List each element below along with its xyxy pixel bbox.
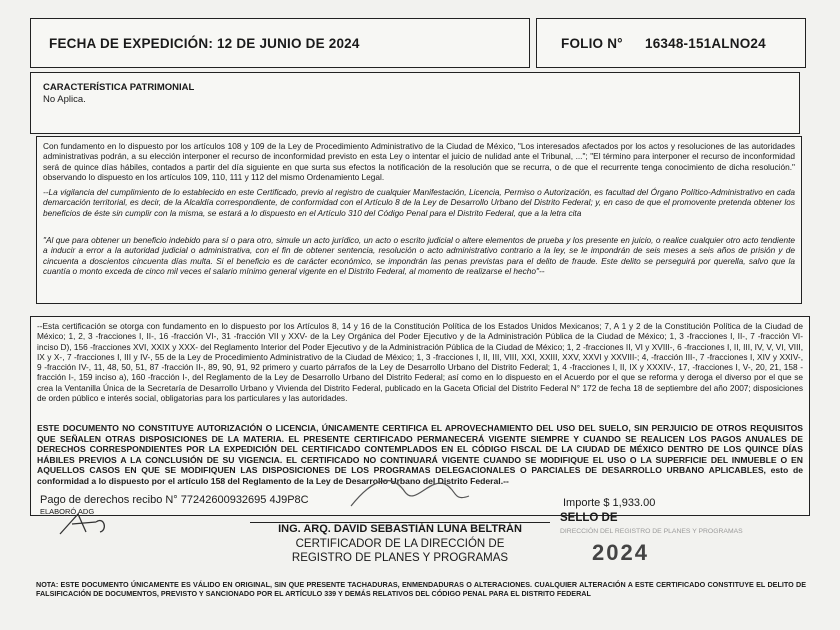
expedition-date-box bbox=[30, 18, 530, 68]
patrimonial-characteristic-box bbox=[30, 72, 800, 134]
certifier-role-2: REGISTRO DE PLANES Y PROGRAMAS bbox=[291, 552, 509, 564]
prepared-by: ELABORÓ ADG bbox=[40, 507, 95, 516]
folio-number: 16348-151ALNO24 bbox=[645, 36, 766, 51]
folio-box bbox=[536, 18, 806, 68]
legal-paragraph-2: --La vigilancia del cumplimiento de lo establecido en este Certificado, previo al registro de cualquier Manifestación, Licencia, Permiso o Autorización, es facultad del Órgano Político-Administrativo en cada demarcación territorial, es decir, de la Alcaldía correspondiente, de conformidad con el Artículo 8 de la Ley de Desarrollo Urbano del Distrito Federal; y, en caso de que el promovente pretenda obtener los beneficios de éste sin cumplir con la misma, se estará a lo dispuesto en el Artículo 310 del Código Penal para el Distrito Federal, que a la letra cita bbox=[43, 187, 795, 218]
expedition-date: FECHA DE EXPEDICIÓN: 12 DE JUNIO DE 2024 bbox=[49, 36, 360, 51]
folio-label: FOLIO N° bbox=[561, 36, 623, 51]
cert-legal-basis: --Esta certificación se otorga con fundamento en lo dispuesto por los Artículos 8, 14 y 16 de la Constitución Política de los Estados Unidos Mexicanos; 7, A 1 y 2 de la Constitución Política de la Ciudad de México; 1, 2, 3 -fracciones I, II-, 16 -fracción VI-, 31 -fracción VII y XXV- de la Ley Orgánica del Poder Ejecutivo y de la Administración Pública de la Ciudad de México; 1, 3 -fracciones I, II-, 7 -fracción VI- inciso D), 156 -fracciones XVI, XXIX y XXX- del Reglamento Interior del Poder Ejecutivo y de la Administración Pública de la Ciudad de México; 1, 2 -fracciones II, VI y XVIII-, 6 -fracciones I, II, III, IV, V, VI, VIII, IX y X-, 7 -fracciones I, III y IV-, 55 de la Ley de Procedimiento Administrativo de la Ciudad de México; 1, 3 -fracciones I, II, III, VIII, XXI, XXIII, XXV, XXVI y XXVIII-; 4, -fracción III-, 7 -fracciones I, XIV y XXIV-, 9 -fracción IV-, 11, 48, 50, 51, 87 -fracción II-, 89, 90, 91, 92 primero y cuarto párrafos de la Ley de Desarrollo Urbano del Distrito Federal; 1, 4 -fracciones I, II, IX y XXXIV-, 17, -fracciones I, V-, 20, 21, 158 -fracción I-, 159 inciso a), 160 -fracción I-, del Reglamento de la Ley de Desarrollo Urbano del Distrito Federal; así como en lo dispuesto en el Acuerdo por el que se reforma y deroga el diverso por el que se crea la Ventanilla Única de la Secretaría de Desarrollo Urbano y Vivienda del Distrito Federal, publicado en la Gaceta Oficial del Distrito Federal N° 172 de fecha 18 de septiembre del año 2007; disposiciones de orden público e interés social, obligatorias para los particulares y las autoridades. bbox=[37, 321, 803, 404]
initials-signature-icon bbox=[56, 508, 116, 538]
signature-line bbox=[250, 522, 550, 523]
certifier-role-1: CERTIFICADOR DE LA DIRECCIÓN DE bbox=[295, 538, 505, 550]
stamp-label: SELLO DE bbox=[560, 512, 618, 524]
legal-paragraph-1: Con fundamento en lo dispuesto por los artículos 108 y 109 de la Ley de Procedimiento Administrativo de la Ciudad de México, "Los interesados afectados por los actos y resoluciones de las autoridades administrativas podrán, a su elección interponer el recurso de inconformidad previsto en esta Ley o intentar el juicio de nulidad ante el Tribunal, ..."; "El término para interponer el recurso de inconformidad será de quince días hábiles, contados a partir del día siguiente en que surta sus efectos la notificación de la resolución que se recurra, o de que el recurrente tenga conocimiento de dicha resolución." observando lo dispuesto en los artículos 109, 110, 111 y 112 del mismo Ordenamiento Legal. bbox=[43, 141, 795, 182]
payment-receipt: Pago de derechos recibo N° 77242600932695 4J9P8C bbox=[40, 494, 309, 506]
patrimonial-title: CARACTERÍSTICA PATRIMONIAL bbox=[43, 82, 195, 93]
legal-notice-box bbox=[36, 136, 802, 304]
stamp-office: DIRECCIÓN DEL REGISTRO DE PLANES Y PROGRAMAS bbox=[560, 528, 743, 535]
official-signature-icon bbox=[345, 472, 475, 512]
stamp-year: 2024 bbox=[592, 540, 649, 565]
patrimonial-value: No Aplica. bbox=[43, 94, 86, 105]
legal-paragraph-3: "Al que para obtener un beneficio indebido para sí o para otro, simule un acto jurídico, un acto o escrito judicial o altere elementos de prueba y los presente en juicio, o realice cualquier otro acto tendiente a inducir a error a la autoridad judicial o administrativa, con el fin de obtener sentencia, resolución o acto administrativo contrario a la ley, se le impondrán de seis meses a seis años de prisión y de cincuenta a doscientos cincuenta días multa. Si el beneficio es de carácter económico, se impondrán las penas previstas para el delito de fraude. Este delito se perseguirá por querella, salvo que la cuantía o monto exceda de cinco mil veces el salario mínimo general vigente en el Distrito Federal, al momento de realizarse el hecho"-- bbox=[43, 235, 795, 276]
cert-validity-conditions: ESTE DOCUMENTO NO CONSTITUYE AUTORIZACIÓN O LICENCIA, ÚNICAMENTE CERTIFICA EL APROVECHAMIENTO DEL USO DEL SUELO, SIN PERJUICIO DE OTROS REQUISITOS QUE SEÑALEN OTRAS DISPOSICIONES DE LA MATERIA. EL PRESENTE CERTIFICADO PERMANECERÁ VIGENTE SIEMPRE Y CUANDO SE REALICEN LOS PAGOS ANUALES DE DERECHOS CORRESPONDIENTES POR LA EXPEDICIÓN DEL CERTIFICADO CONTEMPLADOS EN EL CÓDIGO FISCAL DE LA CIUDAD DE MÉXICO DENTRO DE LOS QUINCE DÍAS HÁBILES PREVIOS A LA CONCLUSIÓN DE SU VIGENCIA. EL CERTIFICADO NO CONTINUARÁ VIGENTE CUANDO SE MODIFIQUE EL USO O LA SUPERFICIE DEL INMUEBLE O EN AQUELLOS CASOS EN QUE SE MODIFIQUEN LAS DISPOSICIONES DE LOS PROGRAMAS DELEGACIONALES O PARCIALES DE DESARROLLO URBANO APLICABLES, esto de conformidad a lo dispuesto por el artículo 158 del Reglamento de la Ley de Desarrollo Urbano del Distrito Federal.-- bbox=[37, 423, 803, 486]
certifier-name: ING. ARQ. DAVID SEBASTIÁN LUNA BELTRÁN bbox=[278, 523, 522, 535]
payment-amount: Importe $ 1,933.00 bbox=[563, 497, 656, 509]
footer-note: NOTA: ESTE DOCUMENTO ÚNICAMENTE ES VÁLIDO EN ORIGINAL, SIN QUE PRESENTE TACHADURAS, ENMENDADURAS O ALTERACIONES. CUALQUIER ALTERACIÓN A ESTE CERTIFICADO CONSTITUYE EL DELITO DE FALSIFICACIÓN DE DOCUMENTOS, PREVISTO Y SANCIONADO POR EL ARTÍCULO 339 Y DEMÁS RELATIVOS DEL CÓDIGO PENAL PARA EL DISTRITO FEDERAL bbox=[36, 580, 806, 598]
